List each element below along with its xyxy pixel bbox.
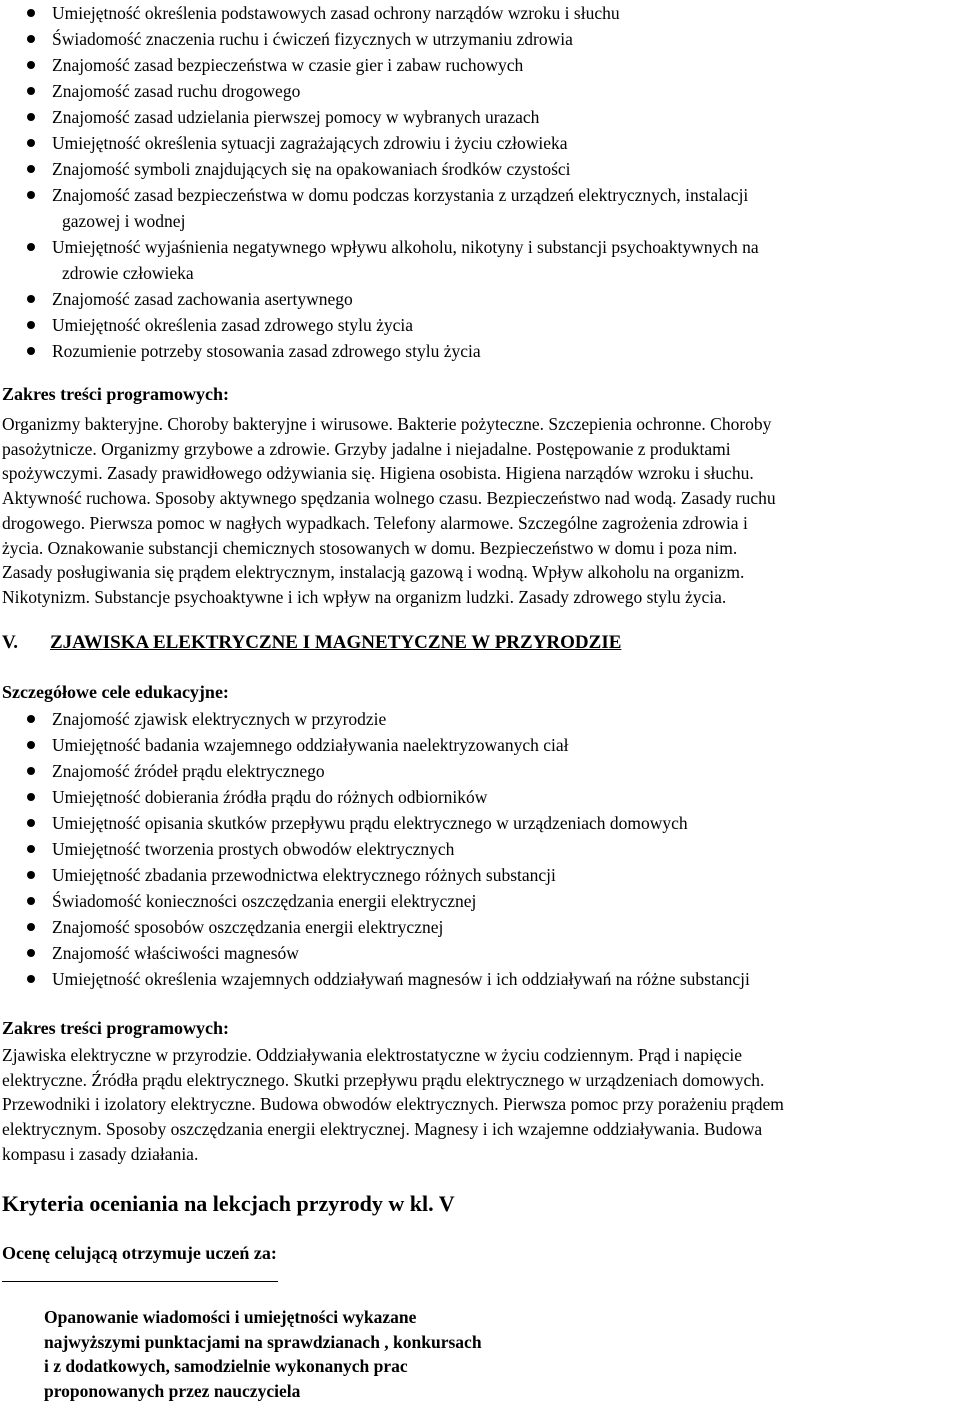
list-item: Umiejętność określenia wzajemnych oddziaływań magnesów i ich oddziaływań na różne substancji xyxy=(0,966,960,992)
program-content-2 xyxy=(2,1043,954,1167)
criteria-title: Kryteria oceniania na lekcjach przyrody w kl. V xyxy=(2,1191,455,1217)
list-item: Znajomość zasad udzielania pierwszej pomocy w wybranych urazach xyxy=(0,104,960,130)
bullet-icon xyxy=(27,61,35,69)
program-line: Przewodniki i izolatory elektryczne. Budowa obwodów elektrycznych. Pierwsza pomoc przy porażeniu prądem xyxy=(2,1092,954,1117)
program-content xyxy=(2,412,954,610)
program-line: Nikotynizm. Substancje psychoaktywne i ich wpływ na organizm ludzki. Zasady zdrowego stylu życia. xyxy=(2,585,954,610)
list-item: Umiejętność wyjaśnienia negatywnego wpływu alkoholu, nikotyny i substancji psychoaktywnych na zdrowie człowieka xyxy=(0,234,960,286)
criteria-subheading: Ocenę celującą otrzymuje uczeń za: xyxy=(2,1243,277,1264)
program-line: kompasu i zasady działania. xyxy=(2,1142,954,1167)
divider xyxy=(2,1281,278,1282)
bullet-icon xyxy=(27,949,35,957)
list-item: Znajomość zjawisk elektrycznych w przyrodzie xyxy=(0,706,960,732)
bullet-icon xyxy=(27,767,35,775)
list-item: Znajomość sposobów oszczędzania energii elektrycznej xyxy=(0,914,960,940)
bullet-icon xyxy=(27,793,35,801)
list-item: Znajomość zasad bezpieczeństwa w czasie gier i zabaw ruchowych xyxy=(0,52,960,78)
criteria-line: Opanowanie wiadomości i umiejętności wykazane xyxy=(44,1305,482,1330)
criteria-text xyxy=(44,1305,482,1403)
program-line: spożywczymi. Zasady prawidłowego odżywiania się. Higiena osobista. Higiena narządów wzroku i słuchu. xyxy=(2,461,954,486)
program-line: Zjawiska elektryczne w przyrodzie. Oddziaływania elektrostatyczne w życiu codziennym. Prąd i napięcie xyxy=(2,1043,954,1068)
criteria-line: proponowanych przez nauczyciela xyxy=(44,1379,482,1403)
electricity-goals-list xyxy=(0,706,960,992)
bullet-icon xyxy=(27,243,35,251)
bullet-icon xyxy=(27,845,35,853)
list-item: Znajomość symboli znajdujących się na opakowaniach środków czystości xyxy=(0,156,960,182)
program-line: elektrycznym. Sposoby oszczędzania energii elektrycznej. Magnesy i ich wzajemne oddziaływania. Budowa xyxy=(2,1117,954,1142)
bullet-icon xyxy=(27,975,35,983)
health-goals-list xyxy=(0,0,960,364)
bullet-icon xyxy=(27,871,35,879)
list-item: Umiejętność tworzenia prostych obwodów elektrycznych xyxy=(0,836,960,862)
bullet-icon xyxy=(27,113,35,121)
program-line: Aktywność ruchowa. Sposoby aktywnego spędzania wolnego czasu. Bezpieczeństwo nad wodą. Zasady ruchu xyxy=(2,486,954,511)
list-item: Umiejętność określenia podstawowych zasad ochrony narządów wzroku i słuchu xyxy=(0,0,960,26)
bullet-icon xyxy=(27,139,35,147)
list-item: Świadomość konieczności oszczędzania energii elektrycznej xyxy=(0,888,960,914)
program-line: Organizmy bakteryjne. Choroby bakteryjne i wirusowe. Bakterie pożyteczne. Szczepienia ochronne. Choroby xyxy=(2,412,954,437)
bullet-icon xyxy=(27,165,35,173)
bullet-icon xyxy=(27,35,35,43)
list-item: Umiejętność badania wzajemnego oddziaływania naelektryzowanych ciał xyxy=(0,732,960,758)
program-line: drogowego. Pierwsza pomoc w nagłych wypadkach. Telefony alarmowe. Szczególne zagrożenia zdrowia i xyxy=(2,511,954,536)
bullet-icon xyxy=(27,819,35,827)
list-item: Umiejętność określenia zasad zdrowego stylu życia xyxy=(0,312,960,338)
bullet-icon xyxy=(27,87,35,95)
list-item: Umiejętność określenia sytuacji zagrażających zdrowiu i życiu człowieka xyxy=(0,130,960,156)
list-item: Umiejętność zbadania przewodnictwa elektrycznego różnych substancji xyxy=(0,862,960,888)
criteria-line: i z dodatkowych, samodzielnie wykonanych prac xyxy=(44,1354,482,1379)
list-item: Znajomość właściwości magnesów xyxy=(0,940,960,966)
program-line: pasożytnicze. Organizmy grzybowe a zdrowie. Grzyby jadalne i niejadalne. Postępowanie z produktami xyxy=(2,437,954,462)
section-name: ZJAWISKA ELEKTRYCZNE I MAGNETYCZNE W PRZYRODZIE xyxy=(50,632,621,653)
bullet-icon xyxy=(27,191,35,199)
bullet-icon xyxy=(27,715,35,723)
bullet-icon xyxy=(27,321,35,329)
list-item: Znajomość zasad zachowania asertywnego xyxy=(0,286,960,312)
list-item: Umiejętność opisania skutków przepływu prądu elektrycznego w urządzeniach domowych xyxy=(0,810,960,836)
list-item: Rozumienie potrzeby stosowania zasad zdrowego stylu życia xyxy=(0,338,960,364)
program-heading: Zakres treści programowych: xyxy=(2,384,229,405)
bullet-icon xyxy=(27,741,35,749)
bullet-icon xyxy=(27,923,35,931)
goals-heading: Szczegółowe cele edukacyjne: xyxy=(2,682,229,703)
program-heading-2: Zakres treści programowych: xyxy=(2,1018,229,1039)
program-line: życia. Oznakowanie substancji chemicznych stosowanych w domu. Bezpieczeństwo w domu i poza nim. xyxy=(2,536,954,561)
list-item: Znajomość źródeł prądu elektrycznego xyxy=(0,758,960,784)
bullet-icon xyxy=(27,347,35,355)
list-item: Znajomość zasad ruchu drogowego xyxy=(0,78,960,104)
bullet-icon xyxy=(27,897,35,905)
program-line: elektryczne. Źródła prądu elektrycznego. Skutki przepływu prądu elektrycznego w urządzeniach domowych. xyxy=(2,1068,954,1093)
section-title xyxy=(2,632,621,654)
list-item: Świadomość znaczenia ruchu i ćwiczeń fizycznych w utrzymaniu zdrowia xyxy=(0,26,960,52)
bullet-icon xyxy=(27,9,35,17)
list-item: Znajomość zasad bezpieczeństwa w domu podczas korzystania z urządzeń elektrycznych, instalacji gazowej i wodnej xyxy=(0,182,960,234)
bullet-icon xyxy=(27,295,35,303)
criteria-line: najwyższymi punktacjami na sprawdzianach , konkursach xyxy=(44,1330,482,1355)
program-line: Zasady posługiwania się prądem elektrycznym, instalacją gazową i wodną. Wpływ alkoholu na organizm. xyxy=(2,560,954,585)
list-item: Umiejętność dobierania źródła prądu do różnych odbiorników xyxy=(0,784,960,810)
section-number: V. xyxy=(2,632,50,654)
